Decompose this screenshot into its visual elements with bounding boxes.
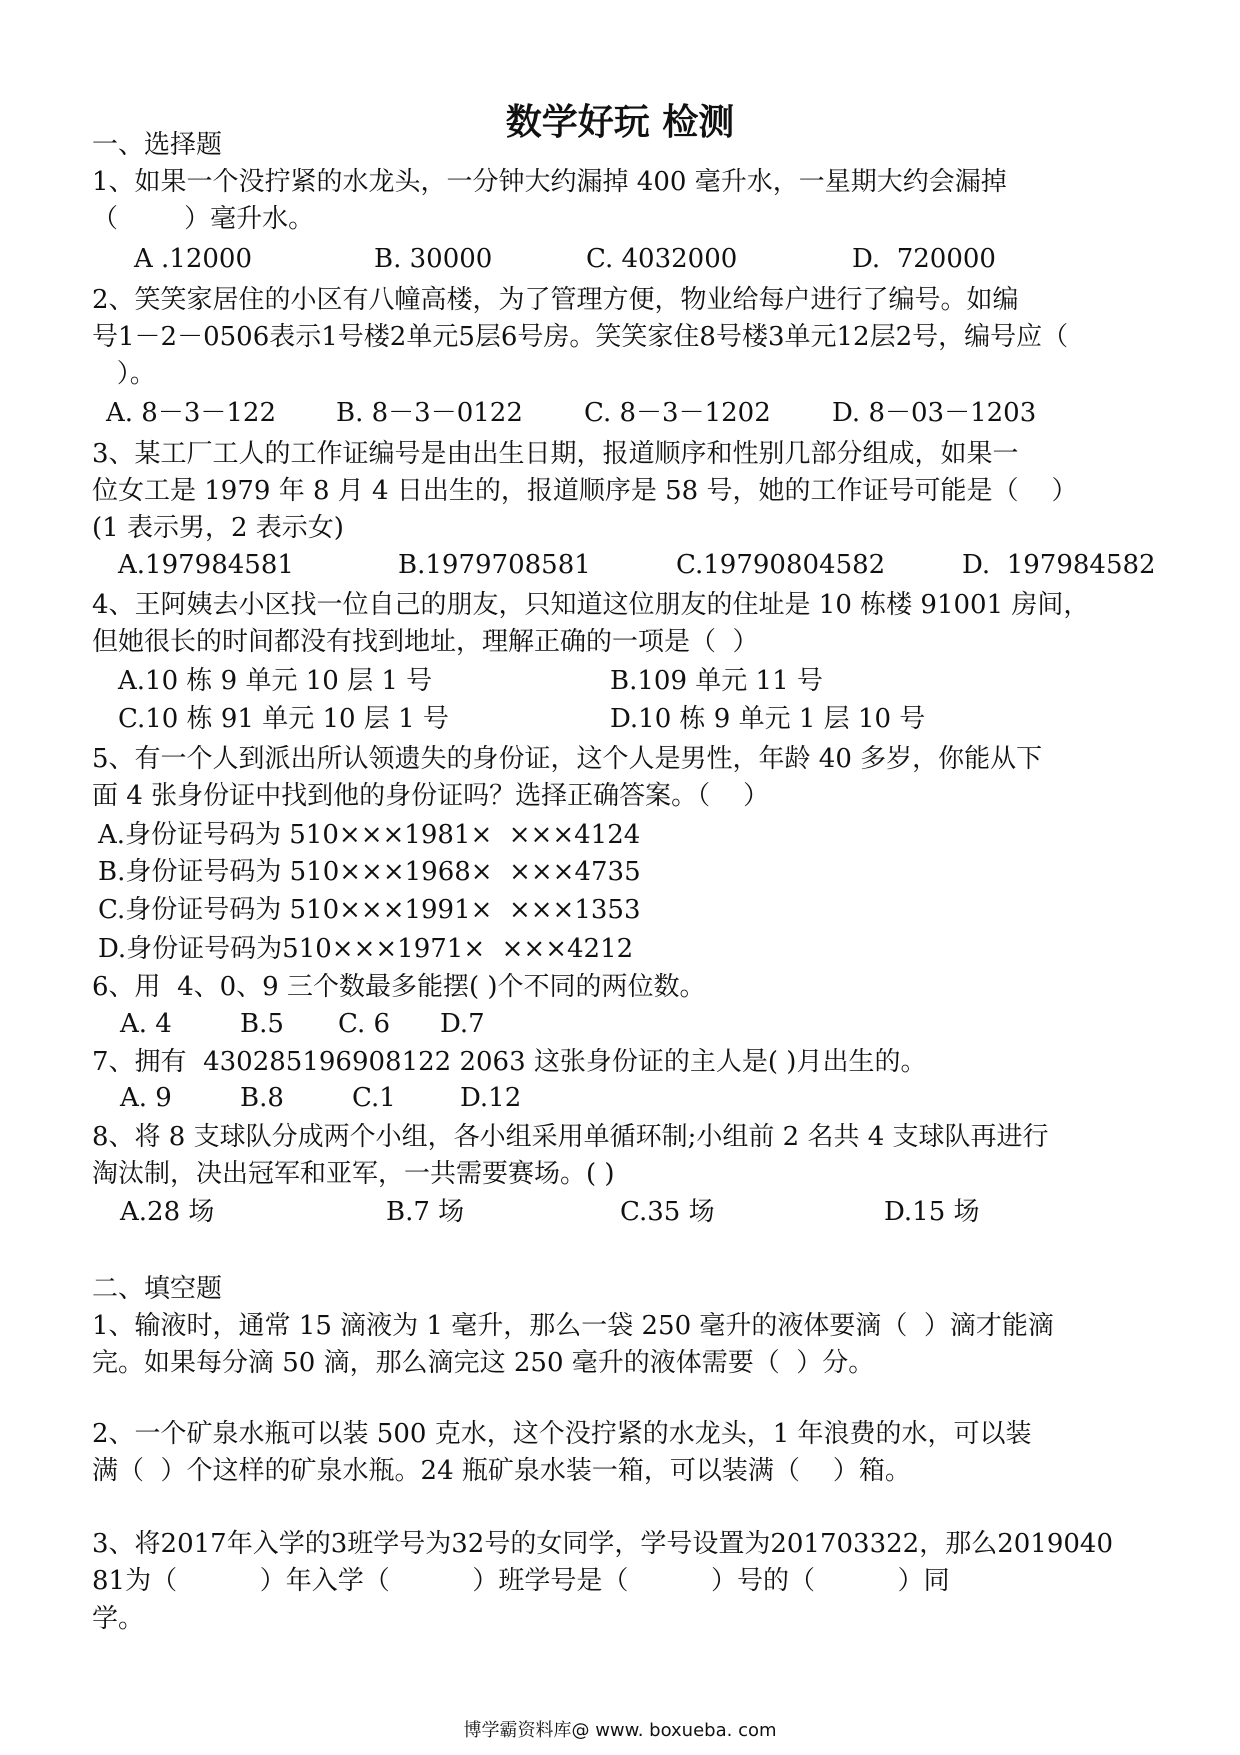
- q3-option-d: D. 197984582: [962, 550, 1156, 580]
- q6-option-a: A. 4: [120, 1009, 172, 1039]
- q2-option-a: A. 8－3－122: [106, 398, 277, 428]
- q4-option-b: B.109 单元 11 号: [610, 666, 823, 696]
- fill-q3-line2: 81为（ ）年入学（ ）班学号是（ ）号的（ ）同: [92, 1566, 950, 1596]
- q1-text-line2: （ ）毫升水。: [92, 204, 315, 234]
- q4-option-a: A.10 栋 9 单元 10 层 1 号: [118, 666, 433, 696]
- q2-text-line1: 2、笑笑家居住的小区有八幢高楼，为了管理方便，物业给每户进行了编号。如编: [92, 285, 1019, 315]
- q8-text-line1: 8、将 8 支球队分成两个小组，各小组采用单循环制;小组前 2 名共 4 支球队再进行: [92, 1122, 1049, 1152]
- q5-option-b: B.身份证号码为 510×××1968× ×××4735: [98, 857, 641, 887]
- q8-option-b: B.7 场: [386, 1197, 465, 1227]
- q8-option-c: C.35 场: [620, 1197, 715, 1227]
- fill-q1-line2: 完。如果每分滴 50 滴，那么滴完这 250 毫升的液体需要（ ）分。: [92, 1348, 875, 1378]
- q6-option-c: C. 6: [338, 1009, 391, 1039]
- fill-q3-line3: 学。: [92, 1604, 145, 1634]
- q2-text-line2: 号1－2－0506表示1号楼2单元5层6号房。笑笑家住8号楼3单元12层2号，编号应（: [92, 322, 1069, 352]
- fill-q1-line1: 1、输液时，通常 15 滴液为 1 毫升，那么一袋 250 毫升的液体要滴（ ）滴才能滴: [92, 1311, 1054, 1341]
- footer-watermark: 博学霸资料库@ www. boxueba. com: [463, 1720, 777, 1741]
- q7-option-a: A. 9: [120, 1083, 172, 1113]
- q5-option-c: C.身份证号码为 510×××1991× ×××1353: [98, 895, 641, 925]
- q1-text-line1: 1、如果一个没拧紧的水龙头，一分钟大约漏掉 400 毫升水，一星期大约会漏掉: [92, 167, 1007, 197]
- q3-text-line3: (1 表示男，2 表示女): [92, 513, 344, 543]
- fill-q2-line2: 满（ ）个这样的矿泉水瓶。24 瓶矿泉水装一箱，可以装满（ ）箱。: [92, 1456, 911, 1486]
- q1-option-b: B. 30000: [374, 244, 493, 274]
- q5-text-line1: 5、有一个人到派出所认领遗失的身份证，这个人是男性，年龄 40 多岁，你能从下: [92, 744, 1043, 774]
- q5-text-line2: 面 4 张身份证中找到他的身份证吗？选择正确答案。（ ）: [92, 781, 770, 811]
- q4-option-d: D.10 栋 9 单元 1 层 10 号: [610, 704, 926, 734]
- q6-text-line1: 6、用 4、0、9 三个数最多能摆( )个不同的两位数。: [92, 972, 706, 1002]
- q7-option-c: C.1: [352, 1083, 396, 1113]
- q5-option-a: A.身份证号码为 510×××1981× ×××4124: [98, 820, 641, 850]
- q3-option-b: B.1979708581: [398, 550, 591, 580]
- q3-option-c: C.19790804582: [676, 550, 886, 580]
- q4-text-line1: 4、王阿姨去小区找一位自己的朋友，只知道这位朋友的住址是 10 栋楼 91001 房间，: [92, 590, 1090, 620]
- fill-q3-line1: 3、将2017年入学的3班学号为32号的女同学，学号设置为201703322，那么2019040: [92, 1529, 1114, 1559]
- q2-option-c: C. 8－3－1202: [584, 398, 771, 428]
- q2-text-line3: ）。: [92, 359, 156, 389]
- q3-text-line1: 3、某工厂工人的工作证编号是由出生日期，报道顺序和性别几部分组成，如果一: [92, 439, 1019, 469]
- section-heading-fill: 二、填空题: [92, 1274, 223, 1304]
- page-title: 数学好玩 检测: [505, 102, 735, 143]
- q4-text-line2: 但她很长的时间都没有找到地址，理解正确的一项是（ ）: [92, 627, 759, 657]
- q1-option-a: A .12000: [134, 244, 253, 274]
- q7-text-line1: 7、拥有 430285196908122 2063 这张身份证的主人是( )月出生的。: [92, 1047, 927, 1077]
- q1-option-d: D. 720000: [852, 244, 996, 274]
- fill-q2-line1: 2、一个矿泉水瓶可以装 500 克水，这个没拧紧的水龙头，1 年浪费的水，可以装: [92, 1419, 1032, 1449]
- q4-option-c: C.10 栋 91 单元 10 层 1 号: [118, 704, 449, 734]
- q2-option-d: D. 8－03－1203: [832, 398, 1037, 428]
- q8-option-a: A.28 场: [120, 1197, 215, 1227]
- q5-option-d: D.身份证号码为510×××1971× ×××4212: [98, 934, 634, 964]
- q8-option-d: D.15 场: [884, 1197, 980, 1227]
- q3-option-a: A.197984581: [118, 550, 294, 580]
- q6-option-b: B.5: [240, 1009, 284, 1039]
- q7-option-d: D.12: [460, 1083, 522, 1113]
- q2-option-b: B. 8－3－0122: [336, 398, 523, 428]
- q7-option-b: B.8: [240, 1083, 284, 1113]
- section-heading-choice: 一、选择题: [92, 130, 223, 160]
- q6-option-d: D.7: [440, 1009, 485, 1039]
- q3-text-line2: 位女工是 1979 年 8 月 4 日出生的，报道顺序是 58 号，她的工作证号可能是（ ）: [92, 476, 1078, 506]
- q1-option-c: C. 4032000: [586, 244, 738, 274]
- q8-text-line2: 淘汰制，决出冠军和亚军，一共需要赛场。( ): [92, 1159, 615, 1189]
